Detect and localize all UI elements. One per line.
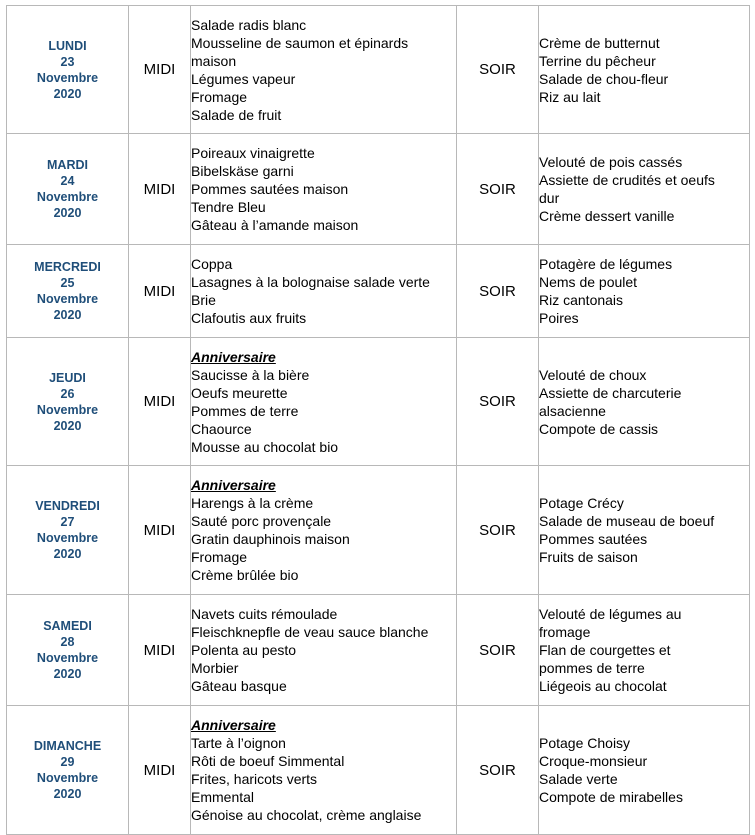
- soir-dish: Flan de courgettes et: [539, 642, 671, 658]
- soir-dish: Fruits de saison: [539, 549, 638, 565]
- soir-dish: Pommes sautées: [539, 531, 648, 547]
- soir-label: SOIR: [457, 706, 539, 835]
- soir-dish: Nems de poulet: [539, 274, 638, 290]
- midi-dish: Tarte à l’oignon: [191, 735, 286, 751]
- soir-dishes: [539, 6, 750, 134]
- day-day-name: VENDREDI: [35, 499, 100, 513]
- soir-dish: Assiette de crudités et oeufs: [539, 172, 715, 188]
- midi-dish: Brie: [191, 292, 216, 308]
- day-year: 2020: [53, 206, 82, 220]
- soir-dishes: [539, 245, 750, 338]
- day-day-num: 27: [60, 515, 75, 529]
- soir-dish: Velouté de pois cassés: [539, 154, 683, 170]
- soir-dish: Assiette de charcuterie: [539, 384, 682, 401]
- soir-dish: Salade verte: [539, 771, 618, 787]
- day-year: 2020: [53, 787, 82, 801]
- midi-label: MIDI: [129, 338, 191, 466]
- soir-dish: Velouté de choux: [539, 366, 647, 383]
- day-month: Novembre: [36, 402, 99, 417]
- midi-dish: Coppa: [191, 256, 233, 272]
- midi-dish: Saucisse à la bière: [191, 366, 310, 383]
- midi-dish: Frites, haricots verts: [191, 771, 318, 787]
- midi-dish: Tendre Bleu: [191, 199, 266, 215]
- soir-dishes: [539, 466, 750, 595]
- menu-row: [7, 134, 750, 245]
- day-year: 2020: [53, 667, 82, 681]
- soir-dish: Terrine du pêcheur: [539, 52, 656, 69]
- midi-dish: Mousse au chocolat bio: [191, 438, 339, 455]
- midi-dish: Fromage: [191, 88, 248, 105]
- midi-dish: Harengs à la crème: [191, 495, 314, 511]
- soir-dishes: [539, 595, 750, 706]
- midi-dish: Bibelskäse garni: [191, 163, 294, 179]
- soir-dish: alsacienne: [539, 402, 606, 419]
- midi-dish: Mousseline de saumon et épinards: [191, 34, 409, 51]
- anniversary-note: Anniversaire: [191, 477, 276, 493]
- midi-dish: Pommes de terre: [191, 402, 299, 419]
- soir-dish: Potagère de légumes: [539, 256, 673, 272]
- menu-row: [7, 466, 750, 595]
- menu-row: [7, 595, 750, 706]
- day-day-num: 26: [60, 386, 75, 401]
- midi-dish: Morbier: [191, 660, 239, 676]
- soir-dish: Potage Crécy: [539, 495, 624, 511]
- midi-dish: Emmental: [191, 789, 255, 805]
- midi-dish: Pommes sautées maison: [191, 181, 349, 197]
- soir-dish: Potage Choisy: [539, 735, 631, 751]
- midi-dish: Oeufs meurette: [191, 384, 288, 401]
- day-cell: [7, 338, 129, 466]
- midi-dish: Poireaux vinaigrette: [191, 145, 315, 161]
- soir-dish: Compote de mirabelles: [539, 789, 683, 805]
- midi-dish: Crème brûlée bio: [191, 567, 299, 583]
- day-year: 2020: [53, 86, 82, 101]
- soir-label: SOIR: [457, 245, 539, 338]
- menu-row: [7, 706, 750, 835]
- midi-dish: Gâteau basque: [191, 678, 287, 694]
- day-day-name: SAMEDI: [43, 619, 92, 633]
- day-day-num: 29: [60, 755, 75, 769]
- midi-label: MIDI: [129, 706, 191, 835]
- soir-dish: Poires: [539, 310, 579, 326]
- midi-dishes: [191, 706, 457, 835]
- day-day-name: MERCREDI: [34, 260, 101, 274]
- midi-dish: Navets cuits rémoulade: [191, 606, 338, 622]
- midi-dish: Légumes vapeur: [191, 70, 296, 87]
- midi-dishes: [191, 466, 457, 595]
- day-month: Novembre: [36, 292, 99, 306]
- soir-dish: pommes de terre: [539, 660, 645, 676]
- midi-label: MIDI: [129, 245, 191, 338]
- day-cell: [7, 466, 129, 595]
- day-cell: [7, 706, 129, 835]
- midi-dishes: [191, 6, 457, 134]
- midi-dish: Fleischknepfle de veau sauce blanche: [191, 624, 429, 640]
- day-day-name: JEUDI: [49, 370, 86, 385]
- midi-dish: Polenta au pesto: [191, 642, 297, 658]
- soir-label: SOIR: [457, 466, 539, 595]
- midi-dish: Sauté porc provençale: [191, 513, 332, 529]
- soir-label: SOIR: [457, 6, 539, 134]
- soir-dish: dur: [539, 190, 560, 206]
- soir-dish: Crème dessert vanille: [539, 208, 675, 224]
- soir-dish: Croque-monsieur: [539, 753, 648, 769]
- midi-label: MIDI: [129, 595, 191, 706]
- soir-dishes: [539, 338, 750, 466]
- anniversary-note: Anniversaire: [191, 348, 276, 365]
- midi-dish: maison: [191, 52, 237, 69]
- day-cell: [7, 595, 129, 706]
- midi-label: MIDI: [129, 466, 191, 595]
- midi-dish: Fromage: [191, 549, 248, 565]
- soir-dish: Velouté de légumes au: [539, 606, 682, 622]
- day-year: 2020: [53, 547, 82, 561]
- day-month: Novembre: [36, 771, 99, 785]
- day-month: Novembre: [36, 651, 99, 665]
- day-day-num: 23: [60, 54, 75, 69]
- midi-dish: Gratin dauphinois maison: [191, 531, 350, 547]
- midi-dish: Salade radis blanc: [191, 16, 307, 33]
- anniversary-note: Anniversaire: [191, 717, 276, 733]
- midi-dishes: [191, 338, 457, 466]
- menu-row: [7, 245, 750, 338]
- day-day-name: LUNDI: [48, 38, 87, 53]
- menu-row: [7, 6, 750, 134]
- soir-label: SOIR: [457, 595, 539, 706]
- midi-label: MIDI: [129, 134, 191, 245]
- soir-label: SOIR: [457, 134, 539, 245]
- midi-dish: Clafoutis aux fruits: [191, 310, 307, 326]
- midi-label: MIDI: [129, 6, 191, 134]
- soir-dish: Compote de cassis: [539, 420, 659, 437]
- menu-row: [7, 338, 750, 466]
- day-day-name: MARDI: [47, 158, 88, 172]
- soir-dish: Liégeois au chocolat: [539, 678, 667, 694]
- day-day-num: 25: [60, 276, 75, 290]
- midi-dish: Chaource: [191, 420, 252, 437]
- soir-dish: fromage: [539, 624, 591, 640]
- soir-dishes: [539, 706, 750, 835]
- soir-dish: Riz cantonais: [539, 292, 624, 308]
- midi-dish: Lasagnes à la bolognaise salade verte: [191, 274, 430, 290]
- day-cell: [7, 134, 129, 245]
- day-day-num: 24: [60, 174, 75, 188]
- soir-label: SOIR: [457, 338, 539, 466]
- soir-dish: Riz au lait: [539, 88, 601, 105]
- day-month: Novembre: [36, 531, 99, 545]
- weekly-menu-table: [6, 5, 750, 835]
- day-day-name: DIMANCHE: [33, 739, 102, 753]
- day-cell: [7, 245, 129, 338]
- day-day-num: 28: [60, 635, 75, 649]
- midi-dish: Rôti de boeuf Simmental: [191, 753, 345, 769]
- midi-dishes: [191, 134, 457, 245]
- soir-dishes: [539, 134, 750, 245]
- soir-dish: Crème de butternut: [539, 34, 660, 51]
- midi-dishes: [191, 245, 457, 338]
- midi-dish: Génoise au chocolat, crème anglaise: [191, 807, 422, 823]
- menu-body: [7, 6, 750, 835]
- midi-dishes: [191, 595, 457, 706]
- day-year: 2020: [53, 308, 82, 322]
- day-year: 2020: [53, 418, 82, 433]
- day-month: Novembre: [36, 70, 99, 85]
- midi-dish: Salade de fruit: [191, 106, 282, 123]
- soir-dish: Salade de museau de boeuf: [539, 513, 715, 529]
- soir-dish: Salade de chou-fleur: [539, 70, 669, 87]
- day-month: Novembre: [36, 190, 99, 204]
- day-cell: [7, 6, 129, 134]
- midi-dish: Gâteau à l’amande maison: [191, 217, 359, 233]
